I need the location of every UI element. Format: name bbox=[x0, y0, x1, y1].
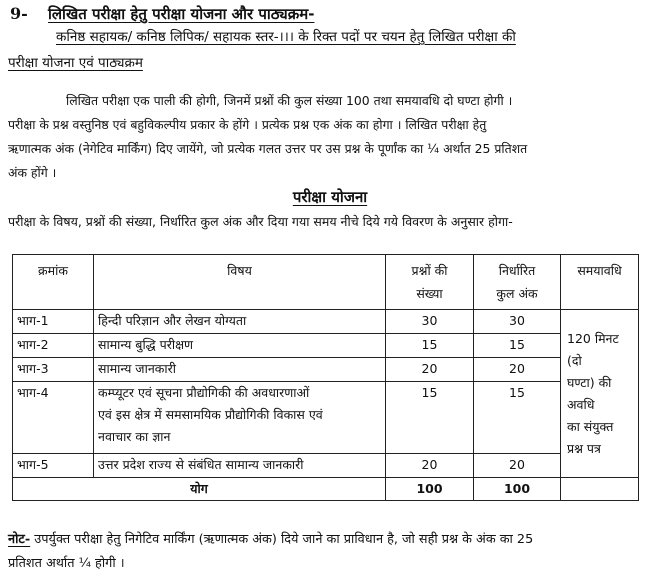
row-marks: 20 bbox=[474, 358, 561, 382]
table-row bbox=[13, 334, 639, 358]
scheme-title-text: परीक्षा योजना bbox=[292, 188, 368, 206]
intro-line-2: परीक्षा के प्रश्न वस्तुनिष्ठ एवं बहुविकल्पीय प्रकार के होंगे । प्रत्येक प्रश्न एक अंक का होगा । लिखित परीक्षा हेतु bbox=[8, 117, 487, 132]
header-marks bbox=[474, 255, 561, 310]
note-line-2: प्रतिशत अर्थात ¼ होगी । bbox=[8, 556, 125, 571]
section-subtitle-line1: कनिष्ठ सहायक/ कनिष्ठ लिपिक/ सहायक स्तर-।।। के रिक्त पदों पर चयन हेतु लिखित परीक्षा की bbox=[56, 29, 516, 45]
header-marks-l1: निर्धारित bbox=[498, 263, 536, 278]
time-line-3: का संयुक्त प्रश्न पत्र bbox=[567, 418, 614, 456]
table-row bbox=[13, 382, 639, 454]
row-questions: 20 bbox=[386, 454, 474, 478]
exam-scheme-table bbox=[12, 254, 639, 501]
table-total-row bbox=[13, 478, 639, 501]
row-questions: 30 bbox=[386, 310, 474, 334]
intro-paragraph bbox=[8, 89, 652, 185]
section-number: 9- bbox=[10, 4, 28, 23]
header-questions-l1: प्रश्नों की bbox=[411, 263, 448, 278]
total-questions: 100 bbox=[386, 478, 474, 501]
time-duration-cell bbox=[561, 310, 639, 478]
section-subtitle-line2: परीक्षा योजना एवं पाठ्यक्रम bbox=[8, 55, 143, 71]
header-serial: क्रमांक bbox=[13, 255, 94, 310]
row-subject: सामान्य बुद्धि परीक्षण bbox=[94, 334, 386, 358]
header-questions-l2: संख्या bbox=[416, 286, 443, 301]
time-line-1: 120 मिनट (दो bbox=[567, 330, 619, 368]
row-questions: 20 bbox=[386, 358, 474, 382]
row-subject: हिन्दी परिज्ञान और लेखन योग्यता bbox=[94, 310, 386, 334]
row-marks: 20 bbox=[474, 454, 561, 478]
time-line-2: घण्टा) की अवधि bbox=[567, 374, 612, 412]
table-row bbox=[13, 358, 639, 382]
row-marks: 30 bbox=[474, 310, 561, 334]
total-marks: 100 bbox=[474, 478, 561, 501]
note-text-1: उपर्युक्त परीक्षा हेतु निगेटिव मार्किंग (ऋणात्मक अंक) दिये जाने का प्राविधान है, जो सही प्रश्न के अंक का 25 bbox=[30, 532, 534, 547]
row-subject-l2: एवं इस क्षेत्र में समसामयिक प्रौद्योगिकी विकास एवं bbox=[98, 407, 323, 422]
header-questions bbox=[386, 255, 474, 310]
intro-line-4: अंक होंगे । bbox=[8, 165, 57, 180]
note-line-1 bbox=[8, 528, 658, 552]
section-title: लिखित परीक्षा हेतु परीक्षा योजना और पाठ्यक्रम- bbox=[48, 5, 315, 23]
header-marks-l2: कुल अंक bbox=[496, 286, 538, 301]
table-row bbox=[13, 454, 639, 478]
header-subject: विषय bbox=[94, 255, 386, 310]
row-marks: 15 bbox=[474, 334, 561, 358]
scheme-title bbox=[0, 187, 660, 207]
row-subject-l1: कम्प्यूटर एवं सूचना प्रौद्योगिकी की अवधारणाओं bbox=[98, 385, 310, 400]
intro-line-1: लिखित परीक्षा एक पाली की होगी, जिनमें प्रश्नों की कुल संख्या 100 तथा समयावधि दो घण्टा होगी । bbox=[66, 93, 513, 108]
row-part: भाग-4 bbox=[13, 382, 94, 454]
row-part: भाग-2 bbox=[13, 334, 94, 358]
row-subject: उत्तर प्रदेश राज्य से संबंधित सामान्य जानकारी bbox=[94, 454, 386, 478]
intro-line-3: ऋणात्मक अंक (नेगेटिव मार्किंग) दिए जायेंगे, जो प्रत्येक गलत उत्तर पर उस प्रश्न के पूर्णांक का ¼ अर्थात 25 प्रतिशत bbox=[8, 141, 528, 156]
table-header-row bbox=[13, 255, 639, 310]
total-time-empty bbox=[561, 478, 639, 501]
row-questions: 15 bbox=[386, 382, 474, 454]
row-subject: सामान्य जानकारी bbox=[94, 358, 386, 382]
note-label: नोट- bbox=[8, 532, 31, 547]
row-part: भाग-5 bbox=[13, 454, 94, 478]
header-time: समयावधि bbox=[561, 255, 639, 310]
table-row bbox=[13, 310, 639, 334]
row-subject bbox=[94, 382, 386, 454]
row-part: भाग-3 bbox=[13, 358, 94, 382]
scheme-description: परीक्षा के विषय, प्रश्नों की संख्या, निर्धारित कुल अंक और दिया गया समय नीचे दिये गये विवरण के अनुसार होगा- bbox=[8, 214, 513, 229]
row-subject-l3: नवाचार का ज्ञान bbox=[98, 429, 171, 444]
row-marks: 15 bbox=[474, 382, 561, 454]
row-part: भाग-1 bbox=[13, 310, 94, 334]
note-paragraph bbox=[8, 528, 658, 576]
row-questions: 15 bbox=[386, 334, 474, 358]
total-label: योग bbox=[13, 478, 386, 501]
